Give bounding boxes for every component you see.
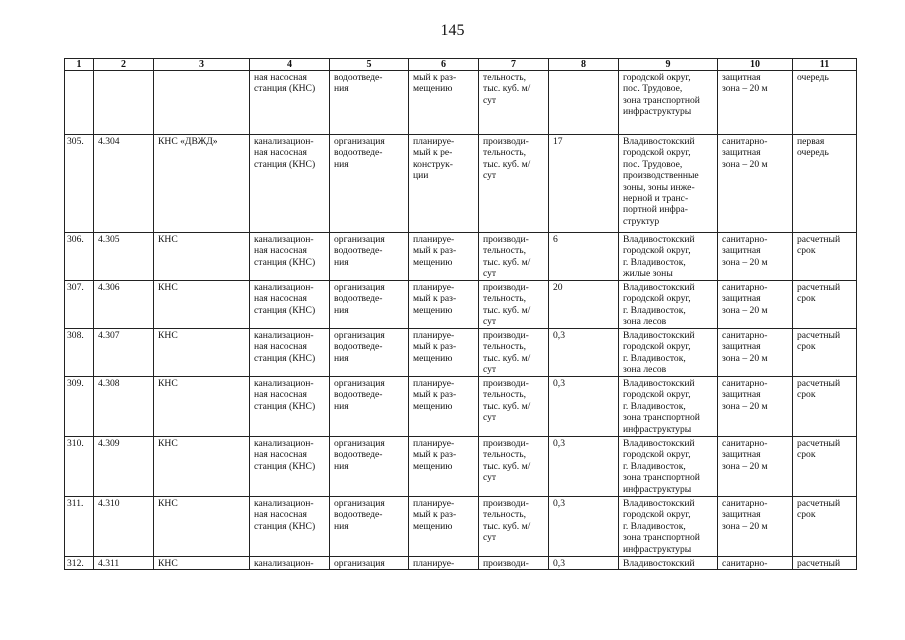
cell-purpose: организация водоотведе- ния — [330, 437, 409, 497]
cell-object-type: канализацион- ная насосная станция (КНС) — [250, 497, 330, 557]
cell-object-type: канализацион- ная насосная станция (КНС) — [250, 377, 330, 437]
cell-zone: санитарно- защитная зона – 20 м — [718, 233, 793, 281]
cell-status: планируе- мый к раз- мещению — [409, 377, 479, 437]
cell-row-number: 307. — [65, 281, 94, 329]
cell-status: планируе- — [409, 557, 479, 570]
cell-object-type: ная насосная станция (КНС) — [250, 71, 330, 135]
cell-code: 4.307 — [94, 329, 154, 377]
cell-object-name: КНС — [154, 329, 250, 377]
header-cell-2: 2 — [94, 59, 154, 71]
cell-object-type: канализацион- — [250, 557, 330, 570]
objects-table — [64, 58, 857, 570]
cell-zone: санитарно- защитная зона – 20 м — [718, 377, 793, 437]
cell-location: Владивостокский городской округ, г. Владивосток, зона транспортной инфраструктуры — [619, 377, 718, 437]
cell-row-number — [65, 71, 94, 135]
table-row — [65, 437, 857, 497]
cell-location: Владивостокский городской округ, пос. Трудовое, производственные зоны, зоны инже- нерной и транс- портной инфра- структур — [619, 135, 718, 233]
cell-status: мый к раз- мещению — [409, 71, 479, 135]
cell-row-number: 305. — [65, 135, 94, 233]
cell-object-name: КНС — [154, 557, 250, 570]
cell-stage: первая очередь — [793, 135, 857, 233]
cell-value: 0,3 — [549, 329, 619, 377]
cell-code — [94, 71, 154, 135]
cell-value — [549, 71, 619, 135]
cell-value: 17 — [549, 135, 619, 233]
cell-characteristic: производи- тельность, тыс. куб. м/ сут — [479, 135, 549, 233]
cell-stage: расчетный срок — [793, 329, 857, 377]
cell-status: планируе- мый к раз- мещению — [409, 497, 479, 557]
cell-value: 0,3 — [549, 557, 619, 570]
cell-purpose: организация водоотведе- ния — [330, 233, 409, 281]
header-cell-8: 8 — [549, 59, 619, 71]
cell-zone: санитарно- защитная зона – 20 м — [718, 281, 793, 329]
header-cell-10: 10 — [718, 59, 793, 71]
cell-purpose: организация водоотведе- ния — [330, 329, 409, 377]
cell-code: 4.309 — [94, 437, 154, 497]
cell-zone: санитарно- — [718, 557, 793, 570]
cell-object-name: КНС «ДВЖД» — [154, 135, 250, 233]
cell-value: 0,3 — [549, 497, 619, 557]
header-cell-11: 11 — [793, 59, 857, 71]
cell-location: городской округ, пос. Трудовое, зона транспортной инфраструктуры — [619, 71, 718, 135]
cell-status: планируе- мый к раз- мещению — [409, 329, 479, 377]
cell-object-type: канализацион- ная насосная станция (КНС) — [250, 135, 330, 233]
cell-location: Владивостокский городской округ, г. Владивосток, жилые зоны — [619, 233, 718, 281]
table-row — [65, 233, 857, 281]
cell-object-name: КНС — [154, 377, 250, 437]
cell-object-type: канализацион- ная насосная станция (КНС) — [250, 233, 330, 281]
cell-object-type: канализацион- ная насосная станция (КНС) — [250, 281, 330, 329]
cell-code: 4.311 — [94, 557, 154, 570]
cell-zone: санитарно- защитная зона – 20 м — [718, 135, 793, 233]
cell-zone: санитарно- защитная зона – 20 м — [718, 497, 793, 557]
cell-row-number: 312. — [65, 557, 94, 570]
cell-characteristic: производи- тельность, тыс. куб. м/ сут — [479, 233, 549, 281]
cell-stage: расчетный срок — [793, 281, 857, 329]
cell-row-number: 308. — [65, 329, 94, 377]
cell-purpose: организация водоотведе- ния — [330, 135, 409, 233]
cell-object-name — [154, 71, 250, 135]
cell-value: 6 — [549, 233, 619, 281]
header-cell-7: 7 — [479, 59, 549, 71]
cell-purpose: организация — [330, 557, 409, 570]
cell-purpose: организация водоотведе- ния — [330, 281, 409, 329]
cell-zone: защитная зона – 20 м — [718, 71, 793, 135]
header-cell-6: 6 — [409, 59, 479, 71]
cell-purpose: организация водоотведе- ния — [330, 497, 409, 557]
page-number: 145 — [440, 22, 465, 39]
cell-stage: расчетный срок — [793, 497, 857, 557]
cell-stage: расчетный — [793, 557, 857, 570]
header-cell-4: 4 — [250, 59, 330, 71]
cell-location: Владивостокский городской округ, г. Владивосток, зона лесов — [619, 329, 718, 377]
table-row — [65, 329, 857, 377]
cell-object-name: КНС — [154, 437, 250, 497]
cell-object-name: КНС — [154, 497, 250, 557]
cell-row-number: 310. — [65, 437, 94, 497]
header-row — [65, 59, 857, 71]
cell-characteristic: производи- тельность, тыс. куб. м/ сут — [479, 281, 549, 329]
cell-stage: расчетный срок — [793, 233, 857, 281]
cell-object-name: КНС — [154, 281, 250, 329]
cell-zone: санитарно- защитная зона – 20 м — [718, 329, 793, 377]
cell-characteristic: производи- тельность, тыс. куб. м/ сут — [479, 497, 549, 557]
table-row — [65, 135, 857, 233]
table-row — [65, 281, 857, 329]
cell-row-number: 309. — [65, 377, 94, 437]
cell-location: Владивостокский городской округ, г. Владивосток, зона транспортной инфраструктуры — [619, 437, 718, 497]
header-cell-3: 3 — [154, 59, 250, 71]
cell-characteristic: производи- — [479, 557, 549, 570]
cell-object-name: КНС — [154, 233, 250, 281]
cell-characteristic: тельность, тыс. куб. м/ сут — [479, 71, 549, 135]
cell-stage: очередь — [793, 71, 857, 135]
cell-location: Владивостокский городской округ, г. Владивосток, зона транспортной инфраструктуры — [619, 497, 718, 557]
cell-object-type: канализацион- ная насосная станция (КНС) — [250, 329, 330, 377]
cell-stage: расчетный срок — [793, 437, 857, 497]
cell-characteristic: производи- тельность, тыс. куб. м/ сут — [479, 377, 549, 437]
cell-code: 4.310 — [94, 497, 154, 557]
cell-purpose: водоотведе- ния — [330, 71, 409, 135]
cell-purpose: организация водоотведе- ния — [330, 377, 409, 437]
table-row — [65, 497, 857, 557]
cell-code: 4.305 — [94, 233, 154, 281]
cell-characteristic: производи- тельность, тыс. куб. м/ сут — [479, 437, 549, 497]
header-cell-9: 9 — [619, 59, 718, 71]
cell-object-type: канализацион- ная насосная станция (КНС) — [250, 437, 330, 497]
cell-value: 20 — [549, 281, 619, 329]
table-row — [65, 71, 857, 135]
cell-stage: расчетный срок — [793, 377, 857, 437]
cell-status: планируе- мый к раз- мещению — [409, 233, 479, 281]
cell-characteristic: производи- тельность, тыс. куб. м/ сут — [479, 329, 549, 377]
cell-row-number: 306. — [65, 233, 94, 281]
cell-code: 4.308 — [94, 377, 154, 437]
cell-location: Владивостокский — [619, 557, 718, 570]
cell-code: 4.306 — [94, 281, 154, 329]
table-row — [65, 557, 857, 570]
cell-code: 4.304 — [94, 135, 154, 233]
cell-value: 0,3 — [549, 437, 619, 497]
cell-status: планируе- мый к ре- конструк- ции — [409, 135, 479, 233]
cell-location: Владивостокский городской округ, г. Владивосток, зона лесов — [619, 281, 718, 329]
cell-zone: санитарно- защитная зона – 20 м — [718, 437, 793, 497]
table-row — [65, 377, 857, 437]
cell-status: планируе- мый к раз- мещению — [409, 281, 479, 329]
cell-value: 0,3 — [549, 377, 619, 437]
header-cell-5: 5 — [330, 59, 409, 71]
cell-row-number: 311. — [65, 497, 94, 557]
cell-status: планируе- мый к раз- мещению — [409, 437, 479, 497]
header-cell-1: 1 — [65, 59, 94, 71]
